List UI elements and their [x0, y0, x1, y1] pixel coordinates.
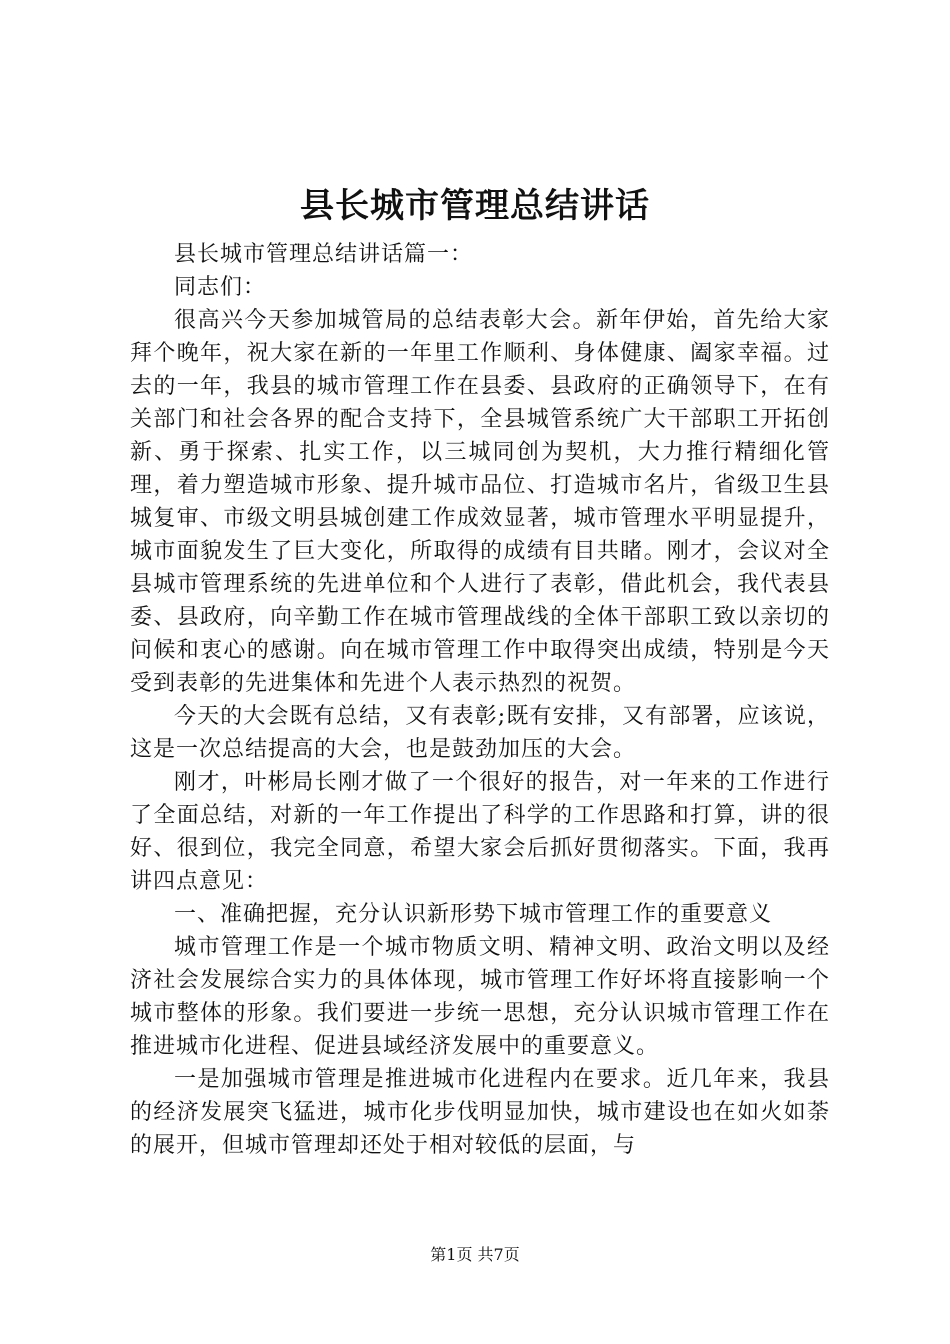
- document-title: 县长城市管理总结讲话: [300, 186, 650, 226]
- paragraph: 城市管理工作是一个城市物质文明、精神文明、政治文明以及经济社会发展综合实力的具体体现，城市管理工作好坏将直接影响一个城市整体的形象。我们要进一步统一思想，充分认识城市管理工作在推进城市化进程、促进县域经济发展中的重要意义。: [130, 935, 830, 1059]
- paragraph: 很高兴今天参加城管局的总结表彰大会。新年伊始，首先给大家拜个晚年，祝大家在新的一年里工作顺利、身体健康、阖家幸福。过去的一年，我县的城市管理工作在县委、县政府的正确领导下，在有关部门和社会各界的配合支持下，全县城管系统广大干部职工开拓创新、勇于探索、扎实工作，以三城同创为契机，大力推行精细化管理，着力塑造城市形象、提升城市品位、打造城市名片，省级卫生县城复审、市级文明县城创建工作成效显著，城市管理水平明显提升，城市面貌发生了巨大变化，所取得的成绩有目共睹。刚才，会议对全县城市管理系统的先进单位和个人进行了表彰，借此机会，我代表县委、县政府，向辛勤工作在城市管理战线的全体干部职工致以亲切的问候和衷心的感谢。向在城市管理工作中取得突出成绩，特别是今天受到表彰的先进集体和先进个人表示热烈的祝贺。: [130, 308, 830, 696]
- document-body: [130, 238, 830, 1162]
- page-footer: 第1页 共7页: [430, 1245, 520, 1264]
- section-heading: 一、准确把握，充分认识新形势下城市管理工作的重要意义: [174, 902, 773, 927]
- paragraph-heading: 县长城市管理总结讲话篇一：: [174, 242, 474, 267]
- paragraph: 今天的大会既有总结，又有表彰;既有安排，又有部署，应该说，这是一次总结提高的大会，也是鼓劲加压的大会。: [130, 704, 830, 762]
- paragraph-salutation: 同志们：: [174, 275, 267, 300]
- paragraph: 一是加强城市管理是推进城市化进程内在要求。近几年来，我县的经济发展突飞猛进，城市化步伐明显加快，城市建设也在如火如荼的展开，但城市管理却还处于相对较低的层面，与: [130, 1067, 830, 1158]
- paragraph: 刚才，叶彬局长刚才做了一个很好的报告，对一年来的工作进行了全面总结，对新的一年工作提出了科学的工作思路和打算，讲的很好、很到位，我完全同意，希望大家会后抓好贯彻落实。下面，我再讲四点意见：: [130, 770, 830, 894]
